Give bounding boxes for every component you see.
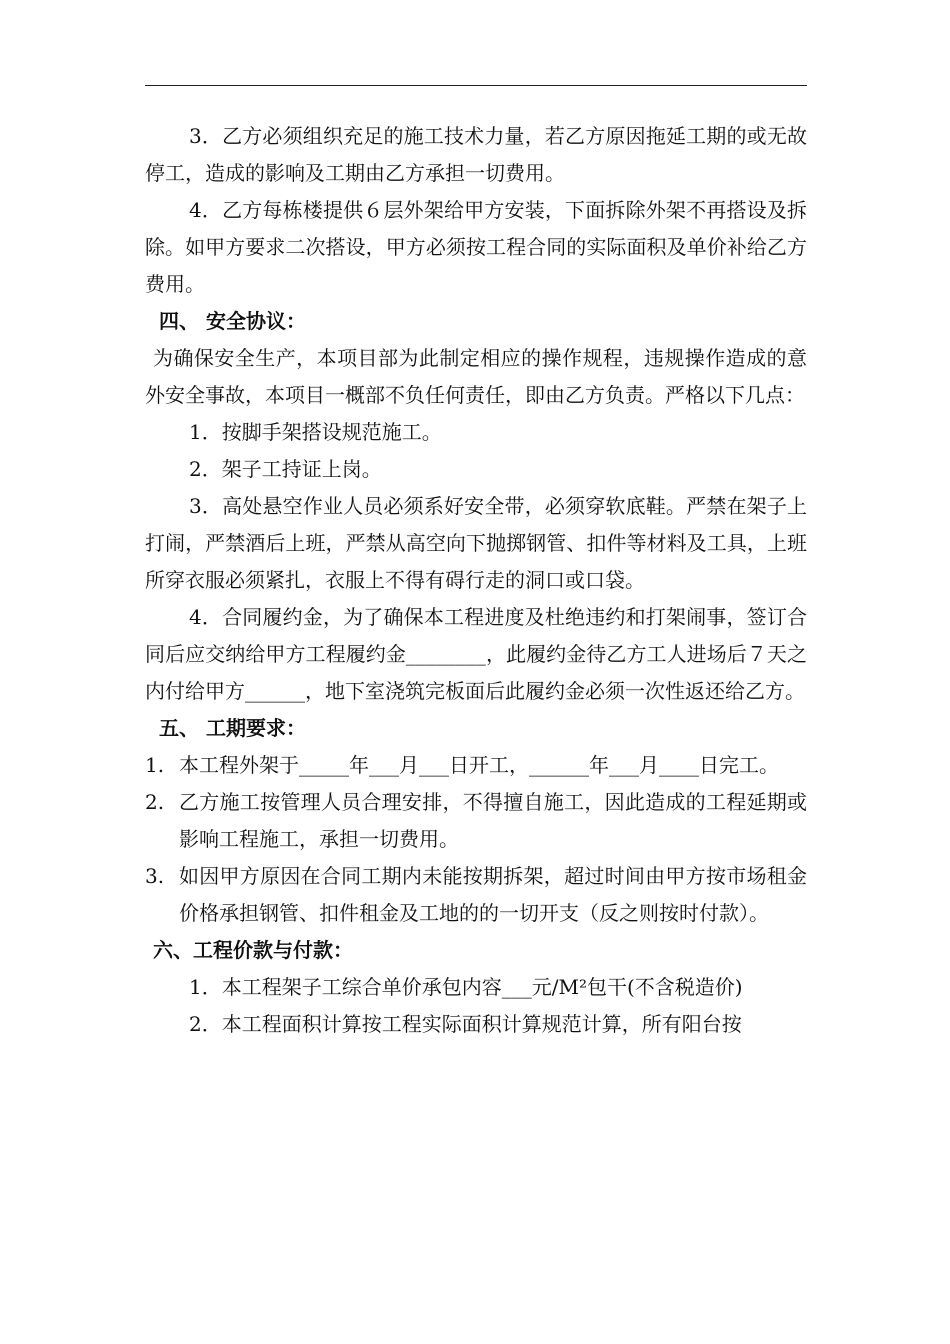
schedule-item-2 xyxy=(145,784,807,858)
schedule-item-1 xyxy=(145,747,807,784)
safety-item-4: 4．合同履约金，为了确保本工程进度及杜绝违约和打架闹事，签订合同后应交纳给甲方工程履约金________，此履约金待乙方工人进场后７天之内付给甲方______，地下室浇筑完板面后此履约金必须一次性返还给乙方。 xyxy=(145,605,807,703)
list-number: 3. xyxy=(145,864,165,888)
list-number: 2. xyxy=(145,790,165,814)
list-text: 本工程外架于_____年___月___日开工，______年___月____日完工。 xyxy=(179,753,779,777)
safety-item-1: 1．按脚手架搭设规范施工。 xyxy=(189,420,442,444)
header-rule xyxy=(145,85,807,86)
section-heading-schedule: 五、 工期要求： xyxy=(159,716,306,740)
clause-3: 3．乙方必须组织充足的施工技术力量，若乙方原因拖延工期的或无故停工，造成的影响及工期由乙方承担一切费用。 xyxy=(145,124,807,185)
safety-item-2: 2．架子工持证上岗。 xyxy=(189,457,382,481)
list-number: 1. xyxy=(145,753,165,777)
safety-intro: 为确保安全生产，本项目部为此制定相应的操作规程，违规操作造成的意外安全事故，本项目一概部不负任何责任，即由乙方负责。严格以下几点： xyxy=(145,346,807,407)
list-text: 如因甲方原因在合同工期内未能按期拆架，超过时间由甲方按市场租金价格承担钢管、扣件租金及工地的的一切开支（反之则按时付款）。 xyxy=(179,864,807,925)
clause-4: 4．乙方每栋楼提供６层外架给甲方安装，下面拆除外架不再搭设及拆除。如甲方要求二次搭设，甲方必须按工程合同的实际面积及单价补给乙方费用。 xyxy=(145,198,807,296)
document-body xyxy=(145,118,807,1043)
schedule-item-3 xyxy=(145,858,807,932)
payment-item-1: 1．本工程架子工综合单价承包内容___元/M²包干(不含税造价) xyxy=(189,975,743,999)
payment-item-2: 2．本工程面积计算按工程实际面积计算规范计算，所有阳台按 xyxy=(189,1012,742,1036)
section-heading-safety: 四、 安全协议： xyxy=(159,309,306,333)
section-heading-payment: 六、工程价款与付款： xyxy=(153,938,353,962)
safety-item-3: 3．高处悬空作业人员必须系好安全带，必须穿软底鞋。严禁在架子上打闹，严禁酒后上班，严禁从高空向下抛掷钢管、扣件等材料及工具，上班所穿衣服必须紧扎，衣服上不得有碍行走的洞口或口袋。 xyxy=(145,494,807,592)
list-text: 乙方施工按管理人员合理安排，不得擅自施工，因此造成的工程延期或影响工程施工，承担一切费用。 xyxy=(179,790,807,851)
